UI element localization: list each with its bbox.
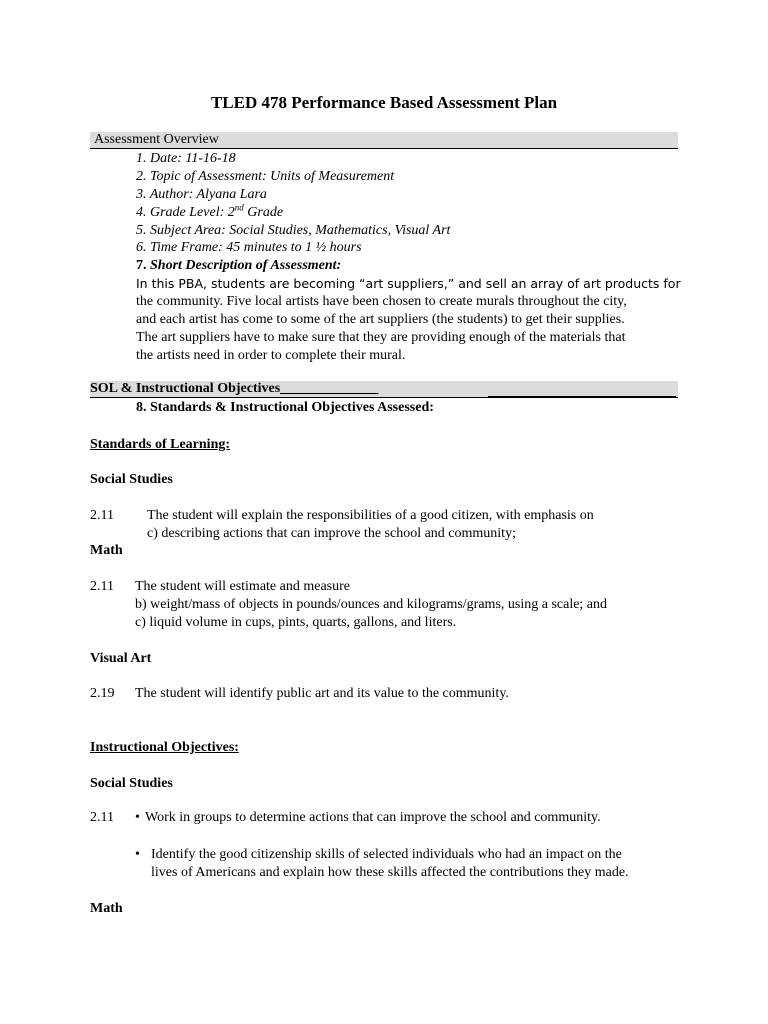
sol-header bbox=[90, 381, 678, 398]
standards-math-code: 2.11 bbox=[90, 579, 114, 594]
standards-math-heading: Math bbox=[90, 543, 123, 558]
standards-social-studies-line-1: The student will explain the responsibilities of a good citizen, with emphasis on bbox=[147, 508, 594, 523]
objective-1-text: Work in groups to determine actions that can improve the school and community. bbox=[145, 810, 601, 825]
standards-social-studies-line-2: c) describing actions that can improve the school and community; bbox=[147, 526, 516, 541]
objective-2-line-1: Identify the good citizenship skills of selected individuals who had an impact on the bbox=[151, 847, 622, 862]
sol-header-tail: ______________ bbox=[280, 381, 379, 396]
overview-subject-area: 5. Subject Area: Social Studies, Mathematics, Visual Art bbox=[136, 223, 451, 238]
overview-topic: 2. Topic of Assessment: Units of Measurement bbox=[136, 169, 395, 184]
objectives-social-studies-heading: Social Studies bbox=[90, 776, 173, 791]
sol-header-underline bbox=[488, 396, 676, 397]
standards-visual-art-line-1: The student will identify public art and its value to the community. bbox=[135, 686, 509, 701]
description-line-3: and each artist has come to some of the art suppliers (the students) to get their supplies. bbox=[136, 312, 625, 327]
objective-1 bbox=[135, 809, 601, 826]
objective-2-line-2: lives of Americans and explain how these skills affected the contributions they made. bbox=[151, 865, 629, 880]
objectives-math-heading: Math bbox=[90, 901, 123, 916]
objective-2 bbox=[135, 846, 622, 863]
description-line-5: the artists need in order to complete their mural. bbox=[136, 348, 406, 363]
bullet-icon: • bbox=[135, 810, 140, 825]
grade-level-suffix: Grade bbox=[243, 205, 284, 220]
description-line-4: The art suppliers have to make sure that they are providing enough of the materials that bbox=[136, 330, 626, 345]
page-title: TLED 478 Performance Based Assessment Plan bbox=[210, 93, 558, 112]
standards-social-studies-code: 2.11 bbox=[90, 508, 114, 523]
standards-math-line-2: b) weight/mass of objects in pounds/ounces and kilograms/grams, using a scale; and bbox=[135, 597, 608, 612]
overview-short-description-label bbox=[136, 257, 341, 274]
sol-header-label: SOL & Instructional Objectives bbox=[90, 381, 281, 396]
item-seven-number: 7. bbox=[136, 258, 150, 273]
instructional-objectives-heading: Instructional Objectives: bbox=[90, 740, 239, 755]
description-line-2: the community. Five local artists have been chosen to create murals throughout the city, bbox=[136, 294, 627, 309]
standards-social-studies-heading: Social Studies bbox=[90, 472, 173, 487]
objectives-social-studies-code: 2.11 bbox=[90, 810, 114, 825]
description-line-1: In this PBA, students are becoming “art suppliers,” and sell an array of art products for bbox=[136, 276, 681, 291]
item-eight: 8. Standards & Instructional Objectives Assessed: bbox=[136, 400, 434, 415]
grade-level-text: 4. Grade Level: 2 bbox=[136, 205, 235, 220]
assessment-overview-header bbox=[90, 132, 678, 149]
item-seven-label: Short Description of Assessment: bbox=[150, 258, 342, 273]
bullet-icon: • bbox=[135, 847, 140, 862]
overview-time-frame: 6. Time Frame: 45 minutes to 1 ½ hours bbox=[136, 240, 362, 255]
overview-author: 3. Author: Alyana Lara bbox=[136, 187, 267, 202]
standards-heading: Standards of Learning: bbox=[90, 437, 231, 452]
standards-visual-art-code: 2.19 bbox=[90, 686, 115, 701]
assessment-overview-label: Assessment Overview bbox=[94, 132, 219, 147]
standards-math-line-3: c) liquid volume in cups, pints, quarts, gallons, and liters. bbox=[135, 615, 457, 630]
standards-math-line-1: The student will estimate and measure bbox=[135, 579, 350, 594]
overview-grade-level bbox=[136, 204, 283, 221]
standards-visual-art-heading: Visual Art bbox=[90, 651, 152, 666]
overview-date: 1. Date: 11-16-18 bbox=[136, 151, 236, 166]
grade-level-superscript: nd bbox=[234, 202, 244, 213]
